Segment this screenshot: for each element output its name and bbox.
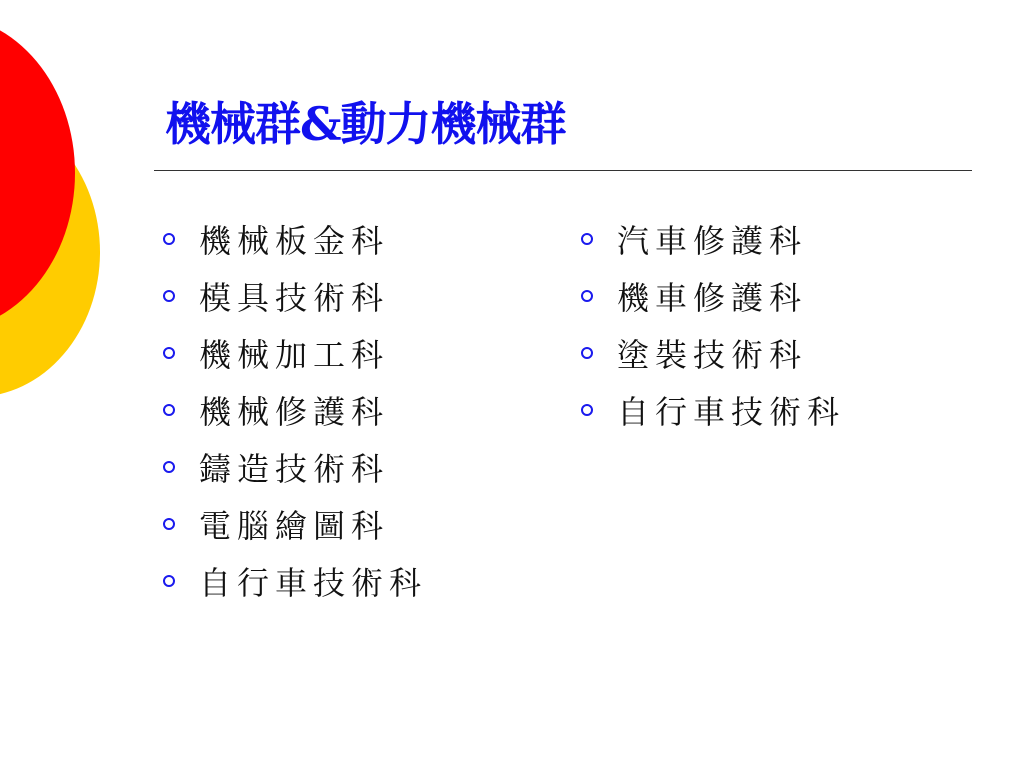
list-item: [163, 324, 427, 381]
list-item-label: 機車修護科: [617, 278, 808, 317]
right-bullet-list: [581, 210, 845, 438]
list-item-label: 自行車技術科: [199, 563, 428, 602]
list-item-label: 自行車技術科: [617, 392, 846, 431]
list-item-label: 機械板金科: [199, 221, 390, 260]
circle-bullet-icon: [163, 461, 175, 473]
list-item-label: 機械修護科: [199, 392, 390, 431]
list-item-label: 機械加工科: [199, 335, 390, 374]
list-item: [163, 381, 427, 438]
circle-bullet-icon: [163, 233, 175, 245]
list-item: [163, 438, 427, 495]
circle-bullet-icon: [581, 233, 593, 245]
circle-bullet-icon: [581, 347, 593, 359]
list-item: [163, 267, 427, 324]
list-item: [163, 210, 427, 267]
circle-bullet-icon: [163, 404, 175, 416]
circle-bullet-icon: [163, 575, 175, 587]
left-bullet-list: [163, 210, 427, 609]
list-item: [581, 210, 845, 267]
circle-bullet-icon: [163, 347, 175, 359]
list-item-label: 汽車修護科: [617, 221, 808, 260]
title-underline-divider: [154, 170, 972, 171]
list-item-label: 鑄造技術科: [199, 449, 390, 488]
list-item: [581, 324, 845, 381]
circle-bullet-icon: [163, 518, 175, 530]
list-item-label: 電腦繪圖科: [199, 506, 390, 545]
list-item: [163, 495, 427, 552]
list-item-label: 模具技術科: [199, 278, 390, 317]
list-item: [581, 381, 845, 438]
circle-bullet-icon: [581, 404, 593, 416]
list-item: [163, 552, 427, 609]
circle-bullet-icon: [163, 290, 175, 302]
list-item: [581, 267, 845, 324]
slide-title: 機械群&動力機械群: [165, 97, 566, 151]
list-item-label: 塗裝技術科: [617, 335, 808, 374]
circle-bullet-icon: [581, 290, 593, 302]
